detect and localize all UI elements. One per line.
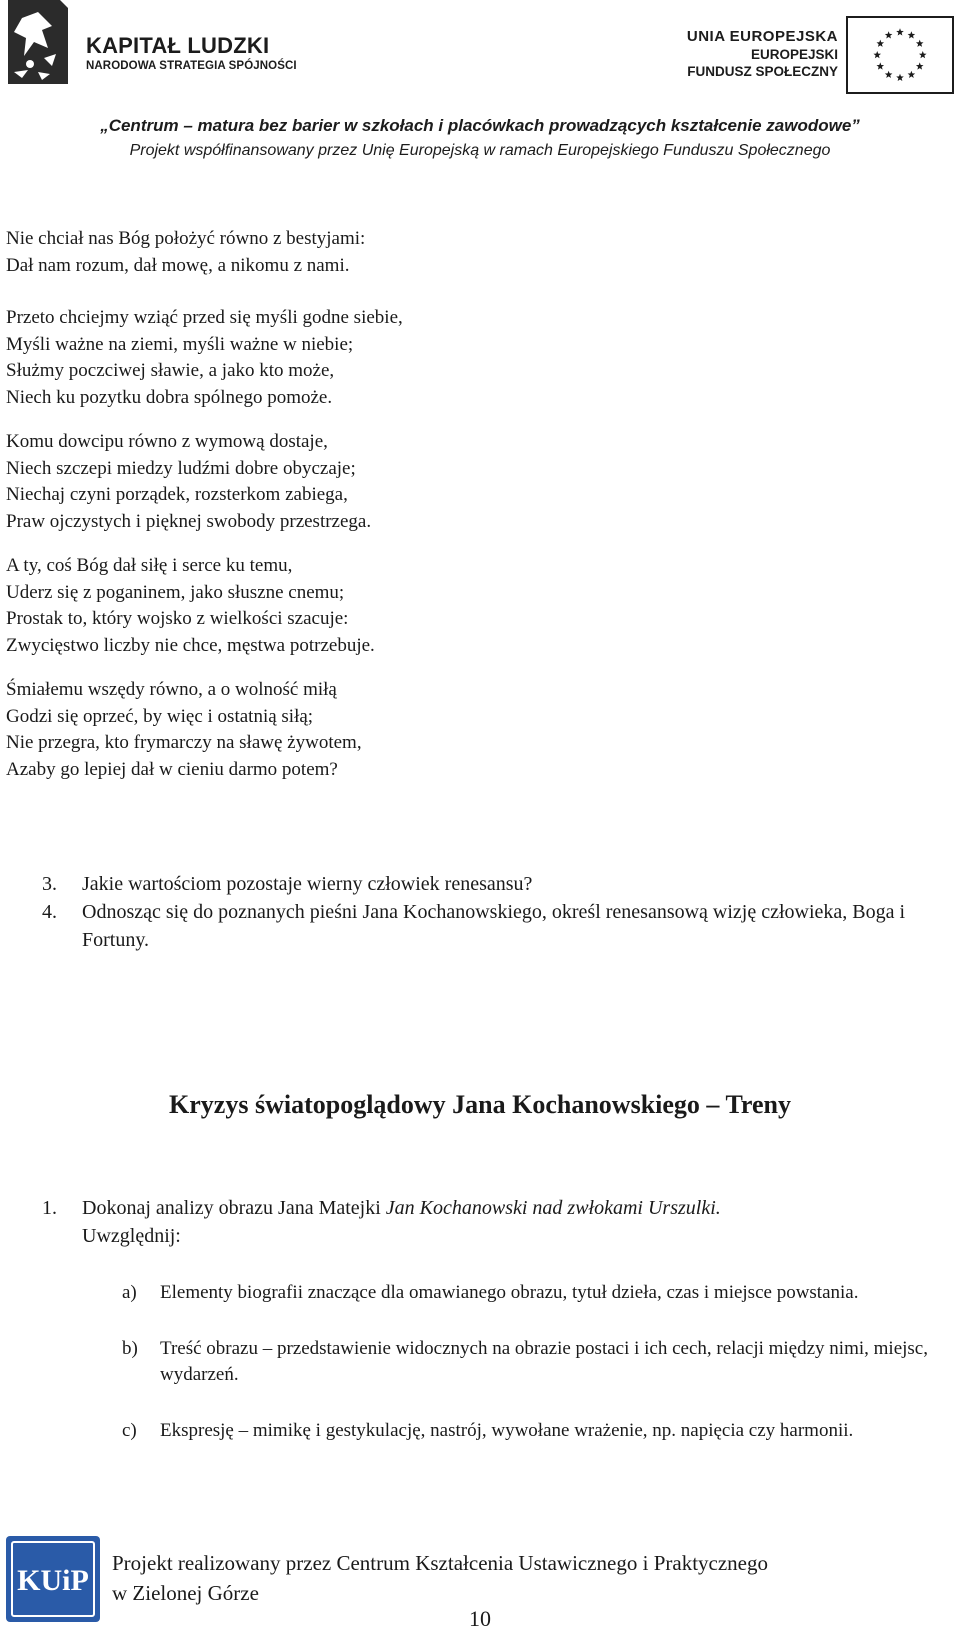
sub-item-text: Ekspresję – mimikę i gestykulację, nastrój, wywołane wrażenie, np. napięcia czy harmonii. — [160, 1420, 854, 1441]
task-text-continued: Uwzględnij: — [82, 1225, 181, 1247]
eu-star-icon — [885, 31, 893, 38]
poem-line: Dał nam rozum, dał mowę, a nikomu z nami. — [6, 254, 350, 276]
poem-line: Nie chciał nas Bóg położyć równo z bestyjami: — [6, 228, 366, 249]
poem-line: Uderz się z poganinem, jako słuszne cnemu; — [6, 581, 345, 603]
eu-star-icon — [876, 62, 884, 69]
task-text: Dokonaj analizy obrazu Jana Matejki — [82, 1197, 386, 1219]
sub-item-letter: c) — [122, 1420, 137, 1441]
poem-line: Azaby go lepiej dał w cieniu darmo potem? — [6, 758, 338, 780]
kapital-ludzki-subtitle: NARODOWA STRATEGIA SPÓJNOŚCI — [86, 60, 297, 72]
eu-star-icon — [876, 40, 884, 47]
sub-item-text: Treść obrazu – przedstawienie widocznych na obrazie postaci i ich cech, relacji między nimi, miejsc, wydarzeń. — [160, 1338, 928, 1385]
eu-star-icon — [916, 62, 924, 69]
kuip-logo-text: KUiP — [17, 1564, 89, 1597]
task-number: 1. — [42, 1197, 57, 1219]
question-list — [42, 870, 958, 954]
eu-star-icon — [919, 51, 927, 58]
poem-line: Służmy poczciwej sławie, a jako kto może, — [6, 360, 335, 381]
poem-stanza — [6, 677, 906, 783]
poem-line: Prostak to, który wojsko z wielkości szacuje: — [6, 608, 349, 629]
eu-star-icon — [908, 31, 916, 38]
poem-stanza — [6, 429, 906, 535]
kapital-ludzki-title: KAPITAŁ LUDZKI — [86, 33, 270, 58]
poem-line: Niech szczepi miedzy ludźmi dobre obyczaje; — [6, 457, 356, 479]
poem — [6, 226, 906, 801]
sub-item — [122, 1418, 942, 1444]
footer-line-2: w Zielonej Górze — [112, 1581, 259, 1605]
page-number: 10 — [469, 1606, 491, 1631]
sub-item-letter: a) — [122, 1282, 137, 1303]
sub-item-text: Elementy biografii znaczące dla omawianego obrazu, tytuł dzieła, czas i miejsce powstania. — [160, 1282, 859, 1303]
eu-flag-icon — [846, 16, 954, 94]
sub-item — [122, 1280, 942, 1306]
question-item — [42, 870, 958, 898]
poem-line: Praw ojczystych i pięknej swobody przestrzega. — [6, 510, 372, 532]
poem-line: Niech ku pozytku dobra spólnego pomoże. — [6, 386, 333, 408]
poem-stanza — [6, 226, 906, 279]
poem-line: Godzi się oprzeć, by więc i ostatnią siłą; — [6, 705, 314, 727]
painting-title: Jan Kochanowski nad zwłokami Urszulki. — [385, 1197, 721, 1219]
task-item — [42, 1194, 958, 1250]
poem-line: Niechaj czyni porządek, rozsterkom zabiega, — [6, 484, 348, 505]
poem-line: Nie przegra, kto frymarczy na sławę żywotem, — [6, 732, 362, 753]
question-text: Odnosząc się do poznanych pieśni Jana Kochanowskiego, określ renesansową wizję człowieka, Boga i Fortuny. — [82, 901, 906, 951]
question-item — [42, 898, 958, 954]
sub-item-letter: b) — [122, 1338, 138, 1359]
footer-line-1: Projekt realizowany przez Centrum Kształcenia Ustawicznego i Praktycznego — [112, 1551, 768, 1575]
poem-line: Komu dowcipu równo z wymową dostaje, — [6, 431, 328, 452]
eu-star-icon — [908, 71, 916, 78]
poem-line: Śmiałemu wszędy równo, a o wolność miłą — [6, 679, 337, 700]
poem-stanza — [6, 553, 906, 659]
question-number: 3. — [42, 873, 57, 895]
sub-item-list — [122, 1280, 942, 1474]
kapital-ludzki-wordmark — [86, 34, 297, 72]
project-title: „Centrum – matura bez barier w szkołach i placówkach prowadzących kształcenie zawodowe” — [100, 116, 860, 135]
project-subtitle: Projekt współfinansowany przez Unię Europejską w ramach Europejskiego Funduszu Społecznego — [129, 142, 831, 159]
poem-stanza — [6, 305, 906, 411]
poem-line: Myśli ważne na ziemi, myśli ważne w niebie; — [6, 333, 354, 355]
sub-item — [122, 1336, 942, 1388]
poem-line: Zwycięstwo liczby nie chce, męstwa potrzebuje. — [6, 634, 375, 656]
eu-star-icon — [896, 28, 904, 35]
question-text: Jakie wartościom pozostaje wierny człowiek renesansu? — [82, 873, 533, 895]
eu-star-icon — [885, 71, 893, 78]
question-number: 4. — [42, 901, 57, 923]
eu-wordmark — [687, 28, 838, 80]
eu-line-1: UNIA EUROPEJSKA — [686, 28, 838, 45]
kapital-ludzki-logo-icon — [8, 0, 68, 84]
eu-line-2: EUROPEJSKI — [750, 47, 838, 62]
poem-line: Przeto chciejmy wziąć przed się myśli godne siebie, — [6, 307, 403, 328]
eu-star-icon — [916, 40, 924, 47]
section-heading: Kryzys światopoglądowy Jana Kochanowskiego – Treny — [169, 1090, 791, 1119]
poem-line: A ty, coś Bóg dał siłę i serce ku temu, — [6, 555, 293, 576]
eu-star-icon — [873, 51, 881, 58]
footer-text — [112, 1548, 768, 1608]
eu-star-icon — [896, 74, 904, 81]
eu-line-3: FUNDUSZ SPOŁECZNY — [687, 64, 838, 79]
